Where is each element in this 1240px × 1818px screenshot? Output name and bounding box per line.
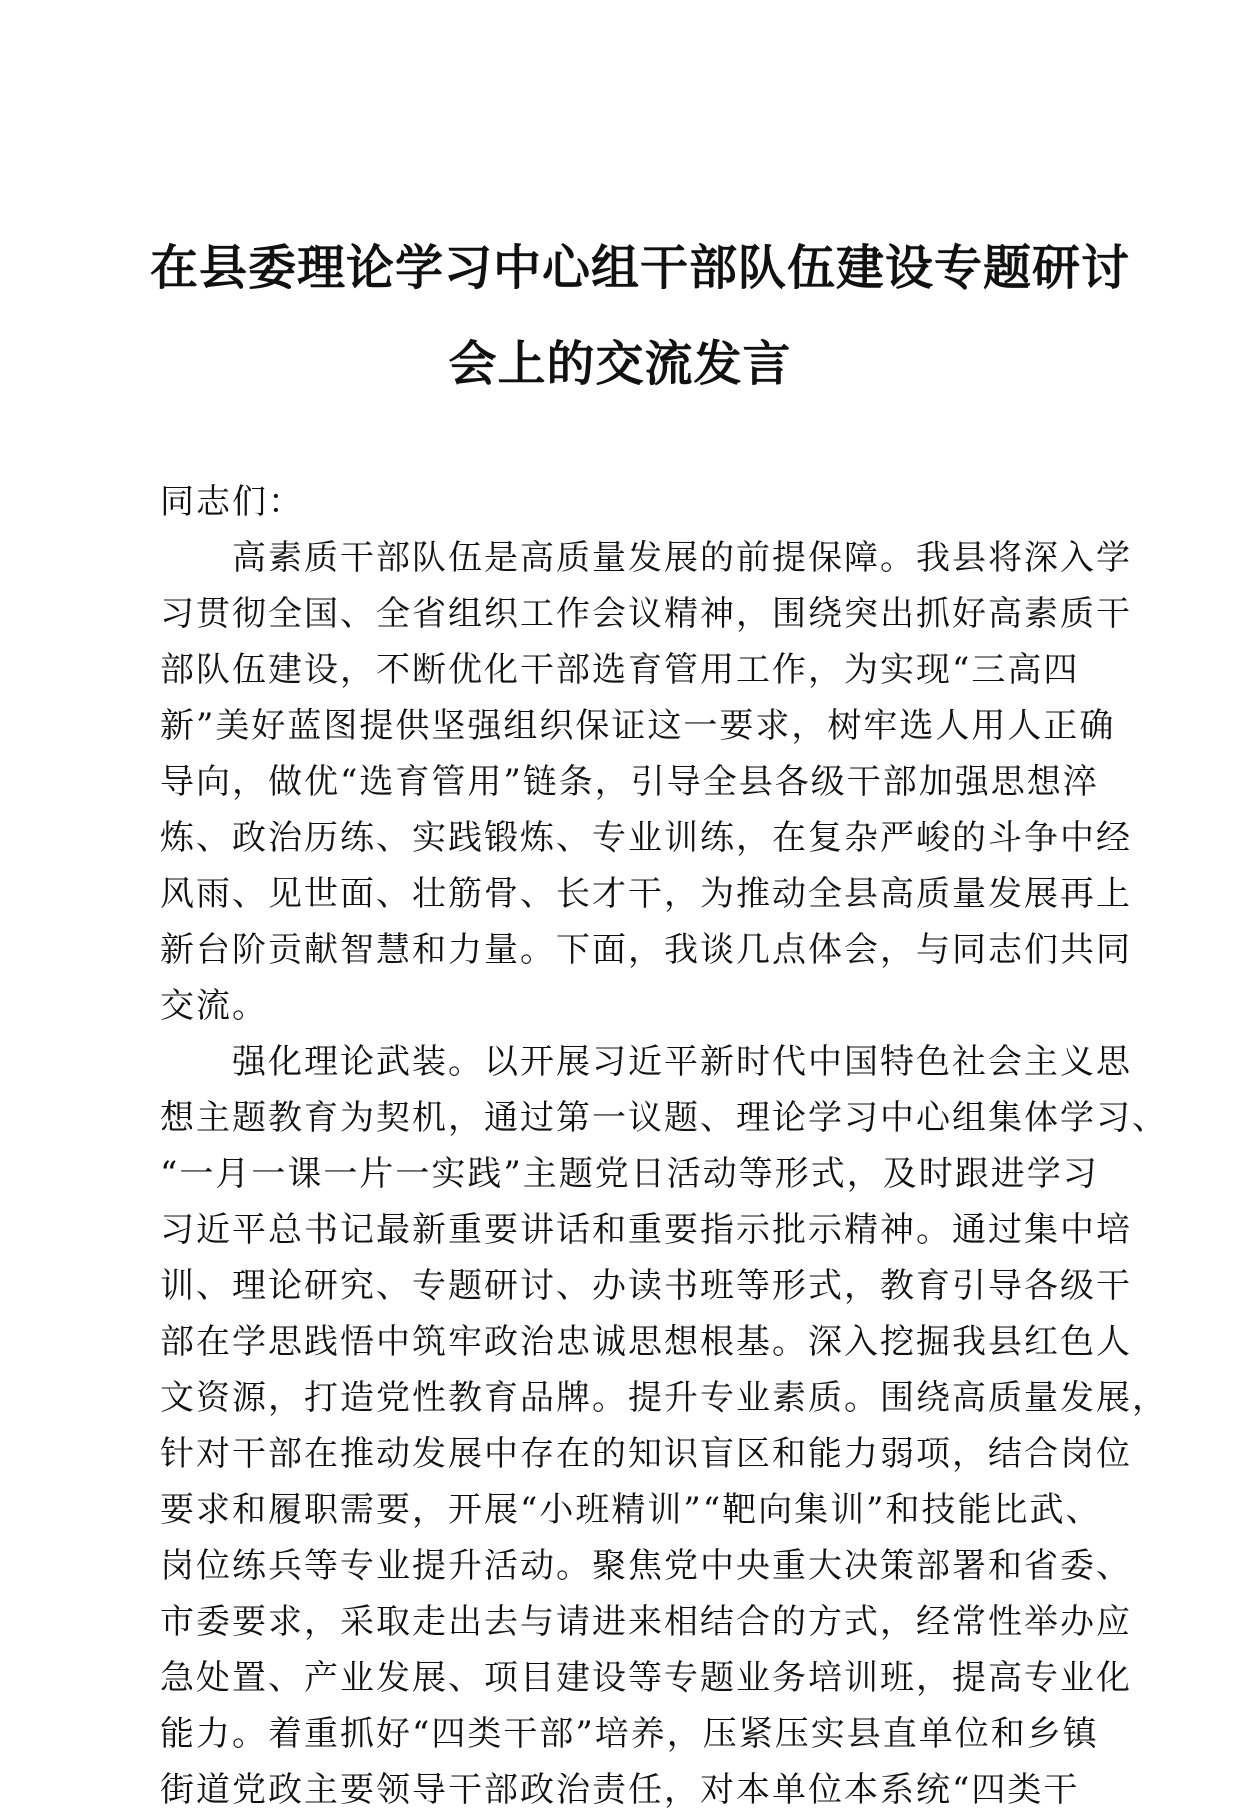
body-line: 街道党政主要领导干部政治责任，对本单位本系统“四类干	[160, 1770, 1080, 1810]
body-line: “一月一课一片一实践”主题党日活动等形式，及时跟进学习	[160, 1154, 1099, 1194]
body-line: 文资源，打造党性教育品牌。提升专业素质。围绕高质量发展，	[160, 1378, 1168, 1418]
body-line: 习贯彻全国、全省组织工作会议精神，围绕突出抓好高素质干	[160, 594, 1132, 634]
body-line: 岗位练兵等专业提升活动。聚焦党中央重大决策部署和省委、	[160, 1546, 1132, 1586]
body-line: 新台阶贡献智慧和力量。下面，我谈几点体会，与同志们共同	[160, 930, 1132, 970]
body-line: 部在学思践悟中筑牢政治忠诚思想根基。深入挖掘我县红色人	[160, 1322, 1132, 1362]
body-line: 交流。	[160, 986, 268, 1026]
body-line: 导向，做优“选育管用”链条，引导全县各级干部加强思想淬	[160, 762, 1099, 802]
body-line: 新”美好蓝图提供坚强组织保证这一要求，树牢选人用人正确	[160, 706, 1116, 746]
title-line-2: 会上的交流发言	[448, 336, 792, 392]
document-body	[160, 474, 1168, 1818]
document-title	[150, 220, 1131, 412]
body-line: 要求和履职需要，开展“小班精训”“靶向集训”和技能比武、	[160, 1490, 1102, 1530]
body-line: 能力。着重抓好“四类干部”培养，压紧压实县直单位和乡镇	[160, 1714, 1099, 1754]
body-line: 高素质干部队伍是高质量发展的前提保障。我县将深入学	[160, 538, 1132, 578]
body-line: 炼、政治历练、实践锻炼、专业训练，在复杂严峻的斗争中经	[160, 818, 1132, 858]
body-line: 部队伍建设，不断优化干部选育管用工作，为实现“三高四	[160, 650, 1080, 690]
body-line: 市委要求，采取走出去与请进来相结合的方式，经常性举办应	[160, 1602, 1132, 1642]
body-line: 训、理论研究、专题研讨、办读书班等形式，教育引导各级干	[160, 1266, 1132, 1306]
body-line: 风雨、见世面、壮筋骨、长才干，为推动全县高质量发展再上	[160, 874, 1132, 914]
body-line: 急处置、产业发展、项目建设等专题业务培训班，提高专业化	[160, 1658, 1132, 1698]
body-line: 针对干部在推动发展中存在的知识盲区和能力弱项，结合岗位	[160, 1434, 1132, 1474]
body-line: 习近平总书记最新重要讲话和重要指示批示精神。通过集中培	[160, 1210, 1132, 1250]
body-line: 想主题教育为契机，通过第一议题、理论学习中心组集体学习、	[160, 1098, 1168, 1138]
salutation: 同志们：	[160, 482, 304, 522]
title-line-1: 在县委理论学习中心组干部队伍建设专题研讨	[150, 240, 1131, 296]
body-line: 强化理论武装。以开展习近平新时代中国特色社会主义思	[160, 1042, 1132, 1082]
